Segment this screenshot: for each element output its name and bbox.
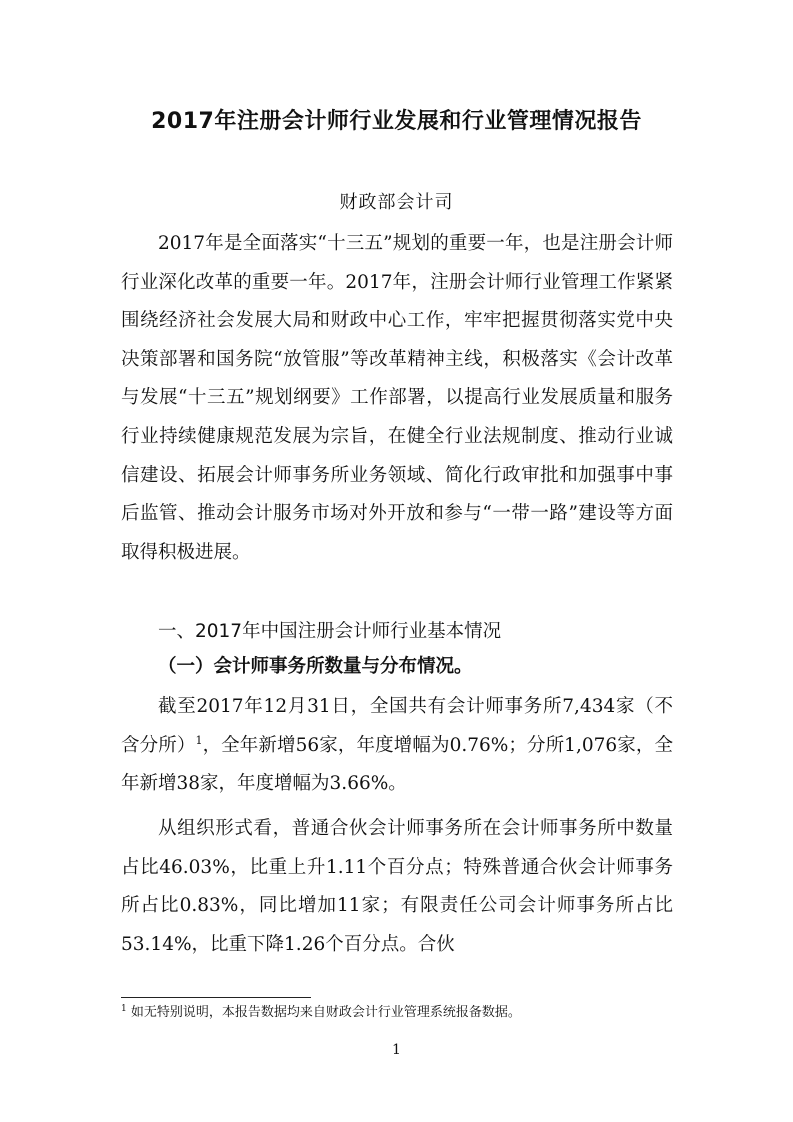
intro-paragraph: [121, 225, 673, 572]
firm-count-text: [121, 688, 673, 804]
footnote-marker: 1: [121, 1004, 127, 1014]
intro-text: 2017年是全面落实“十三五”规划的重要一年，也是注册会计师行业深化改革的重要一年。2017年，注册会计师行业管理工作紧紧围绕经济社会发展大局和财政中心工作，牢牢把握贯彻落实党中央决策部署和国务院“放管服”等改革精神主线，积极落实《会计改革与发展“十三五”规划纲要》工作部署，以提高行业发展质量和服务行业持续健康规范发展为宗旨，在健全行业法规制度、推动行业诚信建设、拓展会计师事务所业务领域、简化行政审批和加强事中事后监管、推动会计服务市场对外开放和参与“一带一路”建设等方面取得积极进展。: [121, 233, 673, 563]
subsection-heading: （一）会计师事务所数量与分布情况。: [158, 656, 473, 677]
firm-count-text-a: 截至2017年12月31日，全国共有会计师事务所7,434家（不含分所）: [121, 696, 673, 756]
firm-count-text-b: ，全年新增56家，年度增幅为0.76%；分所1,076家，全年新增38家，年度增幅为3.66%。: [121, 734, 673, 795]
author-department: 财政部会计司: [339, 192, 454, 213]
footnote: [121, 1003, 681, 1023]
organization-form-text: 从组织形式看，普通合伙会计师事务所在会计师事务所中数量占比46.03%，比重上升1.11个百分点；特殊普通合伙会计师事务所占比0.83%，同比增加11家；有限责任公司会计师事务所占比53.14%，比重下降1.26个百分点。合伙: [121, 818, 673, 955]
footnote-text: 如无特别说明，本报告数据均来自财政会计行业管理系统报备数据。: [130, 1005, 521, 1020]
footnote-reference[interactable]: 1: [195, 733, 203, 747]
organization-form-paragraph: [121, 810, 673, 964]
page-number: 1: [392, 1042, 401, 1058]
report-title: 2017年注册会计师行业发展和行业管理情况报告: [151, 109, 642, 134]
firm-count-paragraph: [121, 688, 673, 804]
footnote-separator: [121, 997, 311, 998]
section-heading: 一、2017年中国注册会计师行业基本情况: [158, 621, 502, 642]
